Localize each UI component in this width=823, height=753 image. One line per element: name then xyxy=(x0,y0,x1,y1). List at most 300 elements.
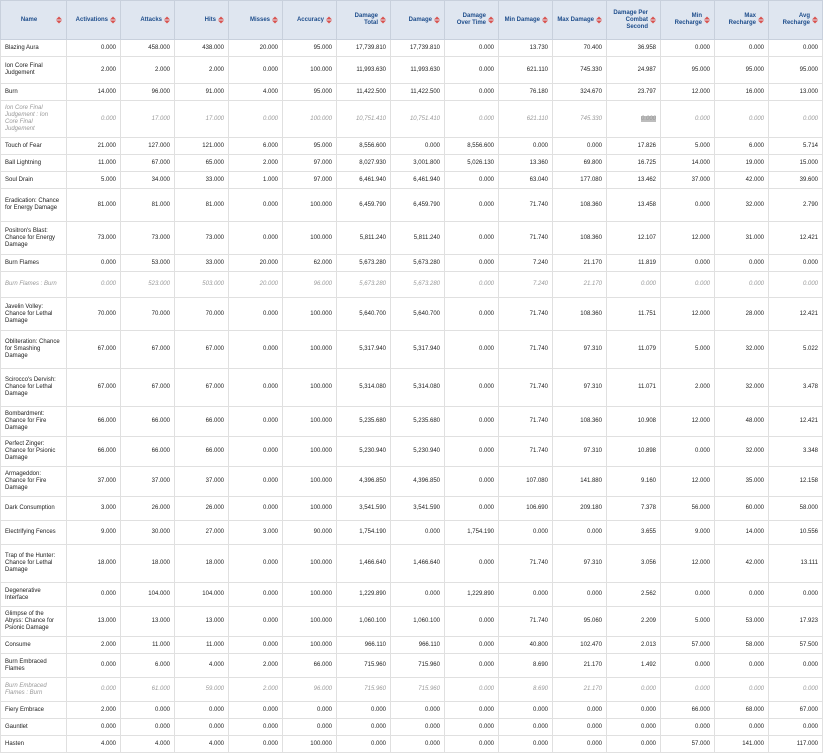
table-subrow[interactable] xyxy=(1,678,823,702)
hits-cell: 33.000 xyxy=(175,255,229,272)
max-damage-cell: 21.170 xyxy=(553,678,607,702)
accuracy-cell: 95.000 xyxy=(283,138,337,155)
min-recharge-cell: 5.000 xyxy=(661,607,715,637)
damage-cell: 5,640.700 xyxy=(391,298,445,331)
misses-cell: 0.000 xyxy=(229,437,283,467)
table-row[interactable] xyxy=(1,138,823,155)
activations-cell: 9.000 xyxy=(67,521,121,545)
max-recharge-cell: 32.000 xyxy=(715,189,769,222)
max-damage-cell: 745.330 xyxy=(553,57,607,84)
damage-total-cell: 3,541.590 xyxy=(337,497,391,521)
power-name-cell: Armageddon: Chance for Fire Damage xyxy=(1,467,67,497)
min-recharge-cell: 37.000 xyxy=(661,172,715,189)
damage-cell: 5,811.240 xyxy=(391,222,445,255)
power-name-cell: Bombardment: Chance for Fire Damage xyxy=(1,407,67,437)
min-damage-cell: 0.000 xyxy=(499,719,553,736)
selected-text-highlight: 0.000 xyxy=(640,115,656,122)
column-header-label: Activations xyxy=(75,16,108,23)
column-header-max-recharge[interactable] xyxy=(715,1,769,40)
max-recharge-cell: 68.000 xyxy=(715,702,769,719)
dpcs-cell: 24.987 xyxy=(607,57,661,84)
attacks-cell: 34.000 xyxy=(121,172,175,189)
activations-cell: 66.000 xyxy=(67,407,121,437)
damage-cell: 11,422.500 xyxy=(391,84,445,101)
min-damage-cell: 71.740 xyxy=(499,437,553,467)
damage-total-cell: 5,811.240 xyxy=(337,222,391,255)
min-recharge-cell: 95.000 xyxy=(661,57,715,84)
power-name-cell: Scirocco's Dervish: Chance for Lethal Damage xyxy=(1,369,67,407)
misses-cell: 0.000 xyxy=(229,369,283,407)
activations-cell: 2.000 xyxy=(67,637,121,654)
dot-cell: 0.000 xyxy=(445,607,499,637)
misses-cell: 0.000 xyxy=(229,101,283,138)
min-recharge-cell: 9.000 xyxy=(661,521,715,545)
column-header-dpcs[interactable] xyxy=(607,1,661,40)
table-subrow[interactable] xyxy=(1,272,823,298)
accuracy-cell: 96.000 xyxy=(283,678,337,702)
min-damage-cell: 7.240 xyxy=(499,272,553,298)
hits-cell: 33.000 xyxy=(175,172,229,189)
misses-cell: 1.000 xyxy=(229,172,283,189)
damage-cell: 5,235.680 xyxy=(391,407,445,437)
sort-arrows-icon[interactable] xyxy=(326,16,332,25)
damage-total-cell: 5,235.680 xyxy=(337,407,391,437)
dpcs-cell: 11.751 xyxy=(607,298,661,331)
dpcs-cell: 9.160 xyxy=(607,467,661,497)
column-header-min-damage[interactable] xyxy=(499,1,553,40)
sort-arrows-icon[interactable] xyxy=(272,16,278,25)
activations-cell: 21.000 xyxy=(67,138,121,155)
table-row[interactable] xyxy=(1,702,823,719)
dot-cell: 0.000 xyxy=(445,101,499,138)
min-recharge-cell: 12.000 xyxy=(661,467,715,497)
power-name-cell: Obliteration: Chance for Smashing Damage xyxy=(1,331,67,369)
dot-cell: 8,556.600 xyxy=(445,138,499,155)
column-header-min-recharge[interactable] xyxy=(661,1,715,40)
sort-arrows-icon[interactable] xyxy=(218,16,224,25)
min-damage-cell: 8.690 xyxy=(499,654,553,678)
misses-cell: 4.000 xyxy=(229,84,283,101)
min-damage-cell: 107.080 xyxy=(499,467,553,497)
hits-cell: 67.000 xyxy=(175,369,229,407)
hits-cell: 70.000 xyxy=(175,298,229,331)
accuracy-cell: 100.000 xyxy=(283,407,337,437)
dpcs-cell: 10.898 xyxy=(607,437,661,467)
min-recharge-cell: 0.000 xyxy=(661,583,715,607)
activations-cell: 70.000 xyxy=(67,298,121,331)
dpcs-cell: 7.378 xyxy=(607,497,661,521)
hits-cell: 65.000 xyxy=(175,155,229,172)
sort-arrows-icon[interactable] xyxy=(758,16,764,25)
accuracy-cell: 0.000 xyxy=(283,702,337,719)
table-row[interactable] xyxy=(1,172,823,189)
avg-recharge-cell: 12.421 xyxy=(769,407,823,437)
power-name-cell: Burn Embraced Flames xyxy=(1,654,67,678)
table-row[interactable] xyxy=(1,437,823,467)
hits-cell: 17.000 xyxy=(175,101,229,138)
power-name-cell: Ion Core Final Judgement xyxy=(1,57,67,84)
dot-cell: 0.000 xyxy=(445,497,499,521)
hits-cell: 67.000 xyxy=(175,331,229,369)
activations-cell: 2.000 xyxy=(67,702,121,719)
power-name-cell: Degenerative Interface xyxy=(1,583,67,607)
accuracy-cell: 90.000 xyxy=(283,521,337,545)
accuracy-cell: 100.000 xyxy=(283,437,337,467)
dot-cell: 0.000 xyxy=(445,84,499,101)
misses-cell: 6.000 xyxy=(229,138,283,155)
avg-recharge-cell: 12.421 xyxy=(769,298,823,331)
hits-cell: 2.000 xyxy=(175,57,229,84)
max-damage-cell: 108.360 xyxy=(553,407,607,437)
table-row[interactable] xyxy=(1,719,823,736)
misses-cell: 2.000 xyxy=(229,678,283,702)
damage-total-cell: 10,751.410 xyxy=(337,101,391,138)
table-row[interactable] xyxy=(1,521,823,545)
avg-recharge-cell: 13.000 xyxy=(769,84,823,101)
table-row[interactable] xyxy=(1,407,823,437)
damage-cell: 5,317.940 xyxy=(391,331,445,369)
min-damage-cell: 71.740 xyxy=(499,222,553,255)
dpcs-cell: 23.797 xyxy=(607,84,661,101)
hits-cell: 0.000 xyxy=(175,702,229,719)
activations-cell: 3.000 xyxy=(67,497,121,521)
damage-total-cell: 4,396.850 xyxy=(337,467,391,497)
avg-recharge-cell: 58.000 xyxy=(769,497,823,521)
column-header-avg-recharge[interactable] xyxy=(769,1,823,40)
min-damage-cell: 0.000 xyxy=(499,702,553,719)
max-damage-cell: 0.000 xyxy=(553,702,607,719)
max-recharge-cell: 14.000 xyxy=(715,521,769,545)
dpcs-cell: 3.056 xyxy=(607,545,661,583)
min-damage-cell: 71.740 xyxy=(499,298,553,331)
max-damage-cell: 102.470 xyxy=(553,637,607,654)
table-row[interactable] xyxy=(1,607,823,637)
sort-arrows-icon[interactable] xyxy=(488,16,494,25)
hits-cell: 59.000 xyxy=(175,678,229,702)
table-row[interactable] xyxy=(1,654,823,678)
damage-total-cell: 5,640.700 xyxy=(337,298,391,331)
max-recharge-cell: 32.000 xyxy=(715,437,769,467)
attacks-cell: 13.000 xyxy=(121,607,175,637)
misses-cell: 0.000 xyxy=(229,331,283,369)
power-name-cell: Electrifying Fences xyxy=(1,521,67,545)
attacks-cell: 6.000 xyxy=(121,654,175,678)
power-name-cell: Perfect Zinger: Chance for Psionic Damage xyxy=(1,437,67,467)
sort-arrows-icon[interactable] xyxy=(812,16,818,25)
dpcs-cell: 36.958 xyxy=(607,40,661,57)
column-header-damage[interactable] xyxy=(391,1,445,40)
avg-recharge-cell: 17.923 xyxy=(769,607,823,637)
hits-cell: 13.000 xyxy=(175,607,229,637)
attacks-cell: 2.000 xyxy=(121,57,175,84)
misses-cell: 0.000 xyxy=(229,607,283,637)
damage-total-cell: 715.960 xyxy=(337,678,391,702)
min-damage-cell: 71.740 xyxy=(499,369,553,407)
max-damage-cell: 0.000 xyxy=(553,736,607,753)
column-header-label: Max Damage xyxy=(557,16,594,23)
max-damage-cell: 97.310 xyxy=(553,369,607,407)
accuracy-cell: 96.000 xyxy=(283,272,337,298)
damage-cell: 0.000 xyxy=(391,138,445,155)
dot-cell: 0.000 xyxy=(445,255,499,272)
max-recharge-cell: 28.000 xyxy=(715,298,769,331)
power-name-cell: Ball Lightning xyxy=(1,155,67,172)
table-row[interactable] xyxy=(1,369,823,407)
dpcs-cell: 0.000 xyxy=(607,702,661,719)
table-subrow[interactable] xyxy=(1,101,823,138)
power-name-cell: Fiery Embrace xyxy=(1,702,67,719)
activations-cell: 5.000 xyxy=(67,172,121,189)
attacks-cell: 17.000 xyxy=(121,101,175,138)
attacks-cell: 73.000 xyxy=(121,222,175,255)
max-damage-cell: 177.080 xyxy=(553,172,607,189)
table-row[interactable] xyxy=(1,57,823,84)
column-header-label: Damage Per Combat Second xyxy=(613,9,648,30)
damage-cell: 5,230.940 xyxy=(391,437,445,467)
accuracy-cell: 100.000 xyxy=(283,57,337,84)
attacks-cell: 67.000 xyxy=(121,331,175,369)
misses-cell: 20.000 xyxy=(229,40,283,57)
max-recharge-cell: 95.000 xyxy=(715,57,769,84)
dot-cell: 0.000 xyxy=(445,369,499,407)
attacks-cell: 11.000 xyxy=(121,637,175,654)
dpcs-cell: 0.000 xyxy=(607,736,661,753)
dot-cell: 5,026.130 xyxy=(445,155,499,172)
misses-cell: 20.000 xyxy=(229,272,283,298)
dpcs-cell: 0.000 xyxy=(607,272,661,298)
table-row[interactable] xyxy=(1,736,823,753)
avg-recharge-cell: 0.000 xyxy=(769,654,823,678)
damage-total-cell: 11,422.500 xyxy=(337,84,391,101)
damage-cell: 5,314.080 xyxy=(391,369,445,407)
dot-cell: 0.000 xyxy=(445,678,499,702)
table-header-row xyxy=(1,1,823,40)
sort-arrows-icon[interactable] xyxy=(56,16,62,25)
column-header-label: Avg Recharge xyxy=(782,13,810,26)
avg-recharge-cell: 0.000 xyxy=(769,255,823,272)
table-body xyxy=(1,40,823,753)
activations-cell: 0.000 xyxy=(67,40,121,57)
column-header-name[interactable] xyxy=(1,1,67,40)
avg-recharge-cell: 12.421 xyxy=(769,222,823,255)
misses-cell: 20.000 xyxy=(229,255,283,272)
column-header-label: Hits xyxy=(204,16,216,23)
column-header-activations[interactable] xyxy=(67,1,121,40)
min-recharge-cell: 12.000 xyxy=(661,222,715,255)
max-damage-cell: 21.170 xyxy=(553,255,607,272)
misses-cell: 0.000 xyxy=(229,545,283,583)
dot-cell: 0.000 xyxy=(445,437,499,467)
table-row[interactable] xyxy=(1,189,823,222)
accuracy-cell: 62.000 xyxy=(283,255,337,272)
column-header-dot[interactable] xyxy=(445,1,499,40)
activations-cell: 13.000 xyxy=(67,607,121,637)
max-recharge-cell: 53.000 xyxy=(715,607,769,637)
min-recharge-cell: 0.000 xyxy=(661,719,715,736)
dpcs-cell xyxy=(607,101,661,138)
min-recharge-cell: 0.000 xyxy=(661,678,715,702)
max-recharge-cell: 0.000 xyxy=(715,101,769,138)
attacks-cell: 523.000 xyxy=(121,272,175,298)
sort-arrows-icon[interactable] xyxy=(650,16,656,25)
damage-cell: 4,396.850 xyxy=(391,467,445,497)
dot-cell: 0.000 xyxy=(445,272,499,298)
min-damage-cell: 63.040 xyxy=(499,172,553,189)
max-recharge-cell: 42.000 xyxy=(715,172,769,189)
min-recharge-cell: 12.000 xyxy=(661,84,715,101)
min-damage-cell: 7.240 xyxy=(499,255,553,272)
dpcs-cell: 1.492 xyxy=(607,654,661,678)
min-recharge-cell: 0.000 xyxy=(661,654,715,678)
table-row[interactable] xyxy=(1,637,823,654)
activations-cell: 4.000 xyxy=(67,736,121,753)
dpcs-cell: 2.013 xyxy=(607,637,661,654)
dot-cell: 1,229.890 xyxy=(445,583,499,607)
activations-cell: 2.000 xyxy=(67,57,121,84)
min-damage-cell: 0.000 xyxy=(499,583,553,607)
avg-recharge-cell: 67.000 xyxy=(769,702,823,719)
power-name-cell: Positron's Blast: Chance for Energy Damage xyxy=(1,222,67,255)
dot-cell: 0.000 xyxy=(445,545,499,583)
max-recharge-cell: 0.000 xyxy=(715,40,769,57)
dpcs-cell: 3.655 xyxy=(607,521,661,545)
column-header-damage-total[interactable] xyxy=(337,1,391,40)
min-recharge-cell: 0.000 xyxy=(661,437,715,467)
min-recharge-cell: 57.000 xyxy=(661,637,715,654)
table-row[interactable] xyxy=(1,222,823,255)
max-recharge-cell: 35.000 xyxy=(715,467,769,497)
damage-cell: 5,673.280 xyxy=(391,255,445,272)
sort-arrows-icon[interactable] xyxy=(596,16,602,25)
sort-arrows-icon[interactable] xyxy=(164,16,170,25)
accuracy-cell: 100.000 xyxy=(283,545,337,583)
avg-recharge-cell: 0.000 xyxy=(769,101,823,138)
sort-arrows-icon[interactable] xyxy=(542,16,548,25)
hits-cell: 37.000 xyxy=(175,467,229,497)
sort-arrows-icon[interactable] xyxy=(434,16,440,25)
avg-recharge-cell: 95.000 xyxy=(769,57,823,84)
table-row[interactable] xyxy=(1,467,823,497)
sort-arrows-icon[interactable] xyxy=(110,16,116,25)
max-damage-cell: 0.000 xyxy=(553,138,607,155)
dpcs-cell: 11.819 xyxy=(607,255,661,272)
column-header-misses[interactable] xyxy=(229,1,283,40)
max-damage-cell: 141.880 xyxy=(553,467,607,497)
column-header-attacks[interactable] xyxy=(121,1,175,40)
min-damage-cell: 106.690 xyxy=(499,497,553,521)
misses-cell: 0.000 xyxy=(229,736,283,753)
dpcs-cell: 2.209 xyxy=(607,607,661,637)
min-recharge-cell: 12.000 xyxy=(661,298,715,331)
activations-cell: 0.000 xyxy=(67,583,121,607)
sort-arrows-icon[interactable] xyxy=(380,16,386,25)
min-damage-cell: 40.800 xyxy=(499,637,553,654)
column-header-max-damage[interactable] xyxy=(553,1,607,40)
max-recharge-cell: 48.000 xyxy=(715,407,769,437)
misses-cell: 2.000 xyxy=(229,654,283,678)
table-row[interactable] xyxy=(1,298,823,331)
max-recharge-cell: 0.000 xyxy=(715,272,769,298)
avg-recharge-cell: 0.000 xyxy=(769,678,823,702)
sort-arrows-icon[interactable] xyxy=(704,16,710,25)
table-row[interactable] xyxy=(1,583,823,607)
damage-total-cell: 8,556.600 xyxy=(337,138,391,155)
attacks-cell: 4.000 xyxy=(121,736,175,753)
damage-cell: 5,673.280 xyxy=(391,272,445,298)
attacks-cell: 67.000 xyxy=(121,369,175,407)
hits-cell: 4.000 xyxy=(175,654,229,678)
damage-total-cell: 5,317.940 xyxy=(337,331,391,369)
table-row[interactable] xyxy=(1,40,823,57)
activations-cell: 0.000 xyxy=(67,101,121,138)
dot-cell: 0.000 xyxy=(445,719,499,736)
table-row[interactable] xyxy=(1,545,823,583)
damage-total-cell: 1,754.190 xyxy=(337,521,391,545)
damage-total-cell: 0.000 xyxy=(337,719,391,736)
max-recharge-cell: 0.000 xyxy=(715,678,769,702)
table-row[interactable] xyxy=(1,255,823,272)
attacks-cell: 0.000 xyxy=(121,702,175,719)
power-name-cell: Burn xyxy=(1,84,67,101)
dot-cell: 0.000 xyxy=(445,172,499,189)
dot-cell: 0.000 xyxy=(445,57,499,84)
column-header-accuracy[interactable] xyxy=(283,1,337,40)
damage-cell: 0.000 xyxy=(391,719,445,736)
attacks-cell: 66.000 xyxy=(121,407,175,437)
dot-cell: 1,754.190 xyxy=(445,521,499,545)
max-damage-cell: 0.000 xyxy=(553,521,607,545)
min-recharge-cell: 56.000 xyxy=(661,497,715,521)
dpcs-cell: 2.562 xyxy=(607,583,661,607)
max-damage-cell: 70.400 xyxy=(553,40,607,57)
table-row[interactable] xyxy=(1,331,823,369)
damage-total-cell: 966.110 xyxy=(337,637,391,654)
attacks-cell: 61.000 xyxy=(121,678,175,702)
attacks-cell: 104.000 xyxy=(121,583,175,607)
table-row[interactable] xyxy=(1,497,823,521)
min-damage-cell: 8.690 xyxy=(499,678,553,702)
avg-recharge-cell: 0.000 xyxy=(769,272,823,298)
power-name-cell: Dark Consumption xyxy=(1,497,67,521)
damage-total-cell: 17,739.810 xyxy=(337,40,391,57)
hits-cell: 27.000 xyxy=(175,521,229,545)
dot-cell: 0.000 xyxy=(445,467,499,497)
damage-cell: 0.000 xyxy=(391,736,445,753)
accuracy-cell: 100.000 xyxy=(283,101,337,138)
hits-cell: 91.000 xyxy=(175,84,229,101)
attacks-cell: 53.000 xyxy=(121,255,175,272)
misses-cell: 0.000 xyxy=(229,189,283,222)
avg-recharge-cell: 13.111 xyxy=(769,545,823,583)
accuracy-cell: 100.000 xyxy=(283,607,337,637)
attacks-cell: 67.000 xyxy=(121,155,175,172)
damage-total-cell: 0.000 xyxy=(337,736,391,753)
column-header-hits[interactable] xyxy=(175,1,229,40)
dpcs-cell: 13.462 xyxy=(607,172,661,189)
avg-recharge-cell: 117.000 xyxy=(769,736,823,753)
accuracy-cell: 0.000 xyxy=(283,719,337,736)
activations-cell: 0.000 xyxy=(67,719,121,736)
table-row[interactable] xyxy=(1,155,823,172)
damage-total-cell: 1,060.100 xyxy=(337,607,391,637)
power-name-cell: Trap of the Hunter: Chance for Lethal Damage xyxy=(1,545,67,583)
max-damage-cell: 95.060 xyxy=(553,607,607,637)
max-recharge-cell: 58.000 xyxy=(715,637,769,654)
activations-cell: 66.000 xyxy=(67,437,121,467)
table-row[interactable] xyxy=(1,84,823,101)
misses-cell: 0.000 xyxy=(229,719,283,736)
avg-recharge-cell: 12.158 xyxy=(769,467,823,497)
